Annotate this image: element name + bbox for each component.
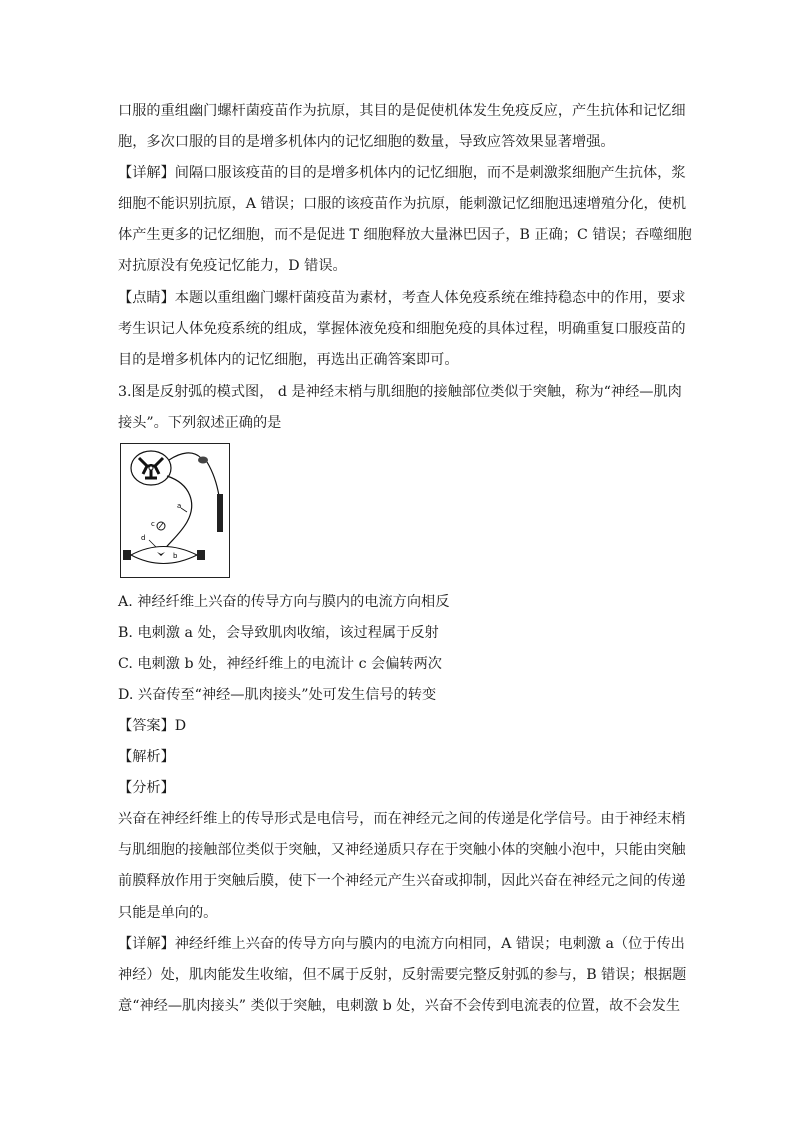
label-a: a xyxy=(177,502,182,510)
spinal-cord-diagram xyxy=(131,451,171,485)
detail-line: 细胞不能识别抗原，A 错误；口服的该疫苗作为抗原，能刺激记忆细胞迅速增殖分化，使机 xyxy=(118,196,687,212)
detail-line: 神经）处，肌肉能发生收缩，但不属于反射，反射需要完整反射弧的参与，B 错误；根据题 xyxy=(118,967,687,983)
comment-line: 【点睛】本题以重组幽门螺杆菌疫苗为素材，考查人体免疫系统在维持稳态中的作用，要求 xyxy=(118,290,686,306)
analysis-subheading: 【分析】 xyxy=(118,780,175,796)
detail-line: 体产生更多的记忆细胞，而不是促进 T 细胞释放大量淋巴因子，B 正确；C 错误；吞噬细胞 xyxy=(118,227,692,243)
receptor xyxy=(217,494,223,532)
option-a: A. 神经纤维上兴奋的传导方向与膜内的电流方向相反 xyxy=(118,594,450,610)
detail-line: 对抗原没有免疫记忆能力，D 错误。 xyxy=(118,258,347,274)
question-stem: 接头”。下列叙述正确的是 xyxy=(118,415,282,431)
label-b: b xyxy=(173,552,178,560)
comment-line: 考生识记人体免疫系统的组成，掌握体液免疫和细胞免疫的具体过程，明确重复口服疫苗的 xyxy=(118,321,686,337)
analysis-line: 与肌细胞的接触部位类似于突触，又神经递质只存在于突触小体的突触小泡中，只能由突触 xyxy=(118,842,686,858)
option-d: D. 兴奋传至“神经—肌肉接头”处可发生信号的转变 xyxy=(118,687,437,703)
answer: 【答案】D xyxy=(118,718,187,734)
option-c: C. 电刺激 b 处，神经纤维上的电流计 c 会偏转两次 xyxy=(118,656,442,672)
analysis-line: 只能是单向的。 xyxy=(118,905,218,921)
text-line: 口服的重组幽门螺杆菌疫苗作为抗原，其目的是促使机体发生免疫反应，产生抗体和记忆细 xyxy=(118,103,686,119)
reflex-arc-figure xyxy=(120,443,230,578)
analysis-line: 前膜释放作用于突触后膜，使下一个神经元产生兴奋或抑制，因此兴奋在神经元之间的传递 xyxy=(118,873,686,889)
detail-line: 【详解】间隔口服该疫苗的目的是增多机体内的记忆细胞，而不是刺激浆细胞产生抗体，浆 xyxy=(118,165,686,181)
analysis-line: 兴奋在神经纤维上的传导形式是电信号，而在神经元之间的传递是化学信号。由于神经末梢 xyxy=(118,811,686,827)
analysis-heading: 【解析】 xyxy=(118,749,175,765)
muscle-diagram xyxy=(123,547,205,564)
label-c: c xyxy=(151,520,155,528)
text-line: 胞，多次口服的目的是增多机体内的记忆细胞的数量，导致应答效果显著增强。 xyxy=(118,134,615,150)
option-b: B. 电刺激 a 处，会导致肌肉收缩，该过程属于反射 xyxy=(118,625,439,641)
comment-line: 目的是增多机体内的记忆细胞，再选出正确答案即可。 xyxy=(118,352,459,368)
detail-line: 意“神经—肌肉接头” 类似于突触，电刺激 b 处，兴奋不会传到电流表的位置，故不会发生 xyxy=(118,998,681,1014)
detail-line: 【详解】神经纤维上兴奋的传导方向与膜内的电流方向相同，A 错误；电刺激 a（位于传出 xyxy=(118,936,685,952)
label-d: d xyxy=(141,534,146,542)
question-stem: 3.图是反射弧的模式图， d 是神经末梢与肌细胞的接触部位类似于突触，称为“神经—肌肉 xyxy=(118,384,682,400)
